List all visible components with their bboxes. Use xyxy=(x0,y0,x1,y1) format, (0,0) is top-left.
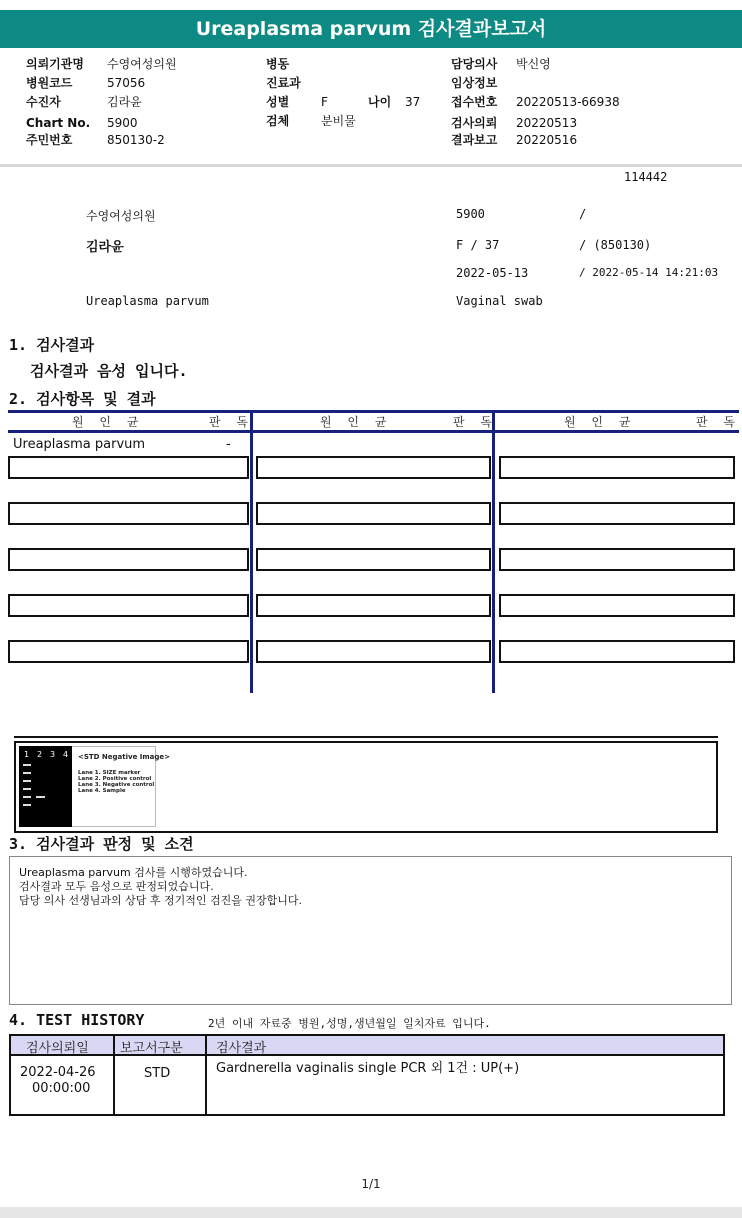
pathogen-name: Ureaplasma parvum xyxy=(13,437,146,452)
history-table-header xyxy=(11,1036,723,1055)
col-header-result: 판 독 xyxy=(453,415,498,429)
request-date-value: 20220513 xyxy=(516,116,578,130)
history-result: Gardnerella vaginalis single PCR 외 1건 : UP(+) xyxy=(216,1061,520,1076)
gel-band xyxy=(23,796,31,798)
summary-specimen: Vaginal swab xyxy=(456,294,543,308)
history-col-result: 검사결과 xyxy=(216,1041,267,1056)
empty-result-cell xyxy=(256,594,491,617)
lane-number: 1 xyxy=(24,750,30,759)
sex-value: F xyxy=(321,95,328,109)
summary-test-name: Ureaplasma parvum xyxy=(86,294,209,308)
summary-slash: / xyxy=(579,207,587,221)
lane-number: 2 xyxy=(37,750,43,759)
opinion-line: Ureaplasma parvum 검사를 시행하였습니다. xyxy=(19,866,248,879)
std-lane-caption: Lane 1. SIZE marker xyxy=(78,770,141,776)
empty-result-cell xyxy=(256,548,491,571)
col-header-pathogen: 원 인 균 xyxy=(320,415,393,429)
col-header-result: 판 독 xyxy=(209,415,254,429)
history-column-divider xyxy=(205,1034,207,1116)
empty-result-cell xyxy=(499,548,735,571)
image-section-divider xyxy=(14,736,718,738)
col-header-result: 판 독 xyxy=(696,415,741,429)
receipt-no-value: 20220513-66938 xyxy=(516,95,620,109)
std-lane-caption: Lane 4. Sample xyxy=(78,788,126,794)
department-label: 진료과 xyxy=(266,76,301,90)
empty-result-cell xyxy=(8,502,249,525)
report-title: Ureaplasma parvum 검사결과보고서 xyxy=(0,10,742,48)
col-header-pathogen: 원 인 균 xyxy=(564,415,637,429)
age-value: 37 xyxy=(405,95,421,109)
history-header-divider xyxy=(9,1054,725,1056)
resident-id-label: 주민번호 xyxy=(26,133,73,147)
summary-patient: 김라윤 xyxy=(86,240,124,255)
summary-sex-age: F / 37 xyxy=(456,238,500,252)
summary-birth: / (850130) xyxy=(579,238,652,252)
summary-request-date: 2022-05-13 xyxy=(456,266,529,280)
summary-chart: 5900 xyxy=(456,207,485,221)
table-column-divider xyxy=(250,410,253,693)
doctor-label: 담당의사 xyxy=(451,57,498,71)
history-time: 00:00:00 xyxy=(32,1081,91,1096)
history-col-type: 보고서구분 xyxy=(120,1041,183,1056)
result-date-value: 20220516 xyxy=(516,133,578,147)
chart-no-value: 5900 xyxy=(107,116,138,130)
empty-result-cell xyxy=(8,456,249,479)
table-column-divider xyxy=(492,410,495,693)
receipt-no-label: 접수번호 xyxy=(451,95,498,109)
patient-label: 수진자 xyxy=(26,95,61,109)
empty-result-cell xyxy=(256,640,491,663)
history-date: 2022-04-26 xyxy=(20,1065,96,1080)
header-divider xyxy=(0,164,742,167)
chart-no-label: Chart No. xyxy=(26,116,91,130)
std-lane-caption: Lane 2. Positive control xyxy=(78,776,152,782)
history-col-date: 검사의뢰일 xyxy=(26,1041,89,1056)
request-date-label: 검사의뢰 xyxy=(451,116,498,130)
age-label: 나이 xyxy=(368,95,392,109)
empty-result-cell xyxy=(499,456,735,479)
section4-heading: 4. TEST HISTORY xyxy=(9,1011,145,1029)
lane-number: 3 xyxy=(50,750,56,759)
clinical-info-label: 임상정보 xyxy=(451,76,498,90)
patient-value: 김라윤 xyxy=(107,95,142,109)
gel-band xyxy=(23,764,31,766)
gel-band xyxy=(23,804,31,806)
page-number: 1/1 xyxy=(361,1177,381,1191)
std-image-title: <STD Negative Image> xyxy=(78,753,171,761)
gel-band xyxy=(23,780,31,782)
doctor-value: 박신영 xyxy=(516,57,551,71)
history-note: 2년 이내 자료중 병원,성명,생년월일 일치자료 입니다. xyxy=(208,1017,491,1030)
barcode-number: 114442 xyxy=(624,170,668,184)
empty-result-cell xyxy=(8,640,249,663)
ward-label: 병동 xyxy=(266,57,290,71)
summary-institution: 수영여성의원 xyxy=(86,209,156,223)
empty-result-cell xyxy=(8,594,249,617)
opinion-line: 담당 의사 선생님과의 상담 후 정기적인 검진을 권장합니다. xyxy=(19,894,302,907)
summary-report-datetime: / 2022-05-14 14:21:03 xyxy=(579,266,719,279)
empty-result-cell xyxy=(256,502,491,525)
gel-image xyxy=(19,746,72,827)
specimen-value: 분비물 xyxy=(321,114,356,128)
history-column-divider xyxy=(113,1034,115,1116)
lane-number: 4 xyxy=(63,750,69,759)
empty-result-cell xyxy=(499,502,735,525)
institution-label: 의뢰기관명 xyxy=(26,57,84,71)
specimen-label: 검체 xyxy=(266,114,290,128)
history-type: STD xyxy=(144,1066,171,1081)
std-lane-caption: Lane 3. Negative control xyxy=(78,782,155,788)
empty-result-cell xyxy=(499,640,735,663)
bottom-bar xyxy=(0,1207,742,1218)
sex-label: 성별 xyxy=(266,95,290,109)
institution-value: 수영여성의원 xyxy=(107,57,177,71)
empty-result-cell xyxy=(8,548,249,571)
pathogen-result: - xyxy=(226,437,231,452)
section3-heading: 3. 검사결과 판정 및 소견 xyxy=(9,835,194,853)
gel-band xyxy=(23,788,31,790)
gel-band xyxy=(23,772,31,774)
table-header-border xyxy=(8,430,739,433)
hospital-code-value: 57056 xyxy=(107,76,146,90)
section1-heading: 1. 검사결과 xyxy=(9,336,95,354)
result-date-label: 결과보고 xyxy=(451,133,498,147)
section1-result-text: 검사결과 음성 입니다. xyxy=(30,362,188,380)
gel-band xyxy=(36,796,45,798)
resident-id-value: 850130-2 xyxy=(107,133,165,147)
empty-result-cell xyxy=(256,456,491,479)
empty-result-cell xyxy=(499,594,735,617)
opinion-line: 검사결과 모두 음성으로 판정되었습니다. xyxy=(19,880,214,893)
col-header-pathogen: 원 인 균 xyxy=(72,415,145,429)
section2-heading: 2. 검사항목 및 결과 xyxy=(9,390,156,408)
hospital-code-label: 병원코드 xyxy=(26,76,73,90)
